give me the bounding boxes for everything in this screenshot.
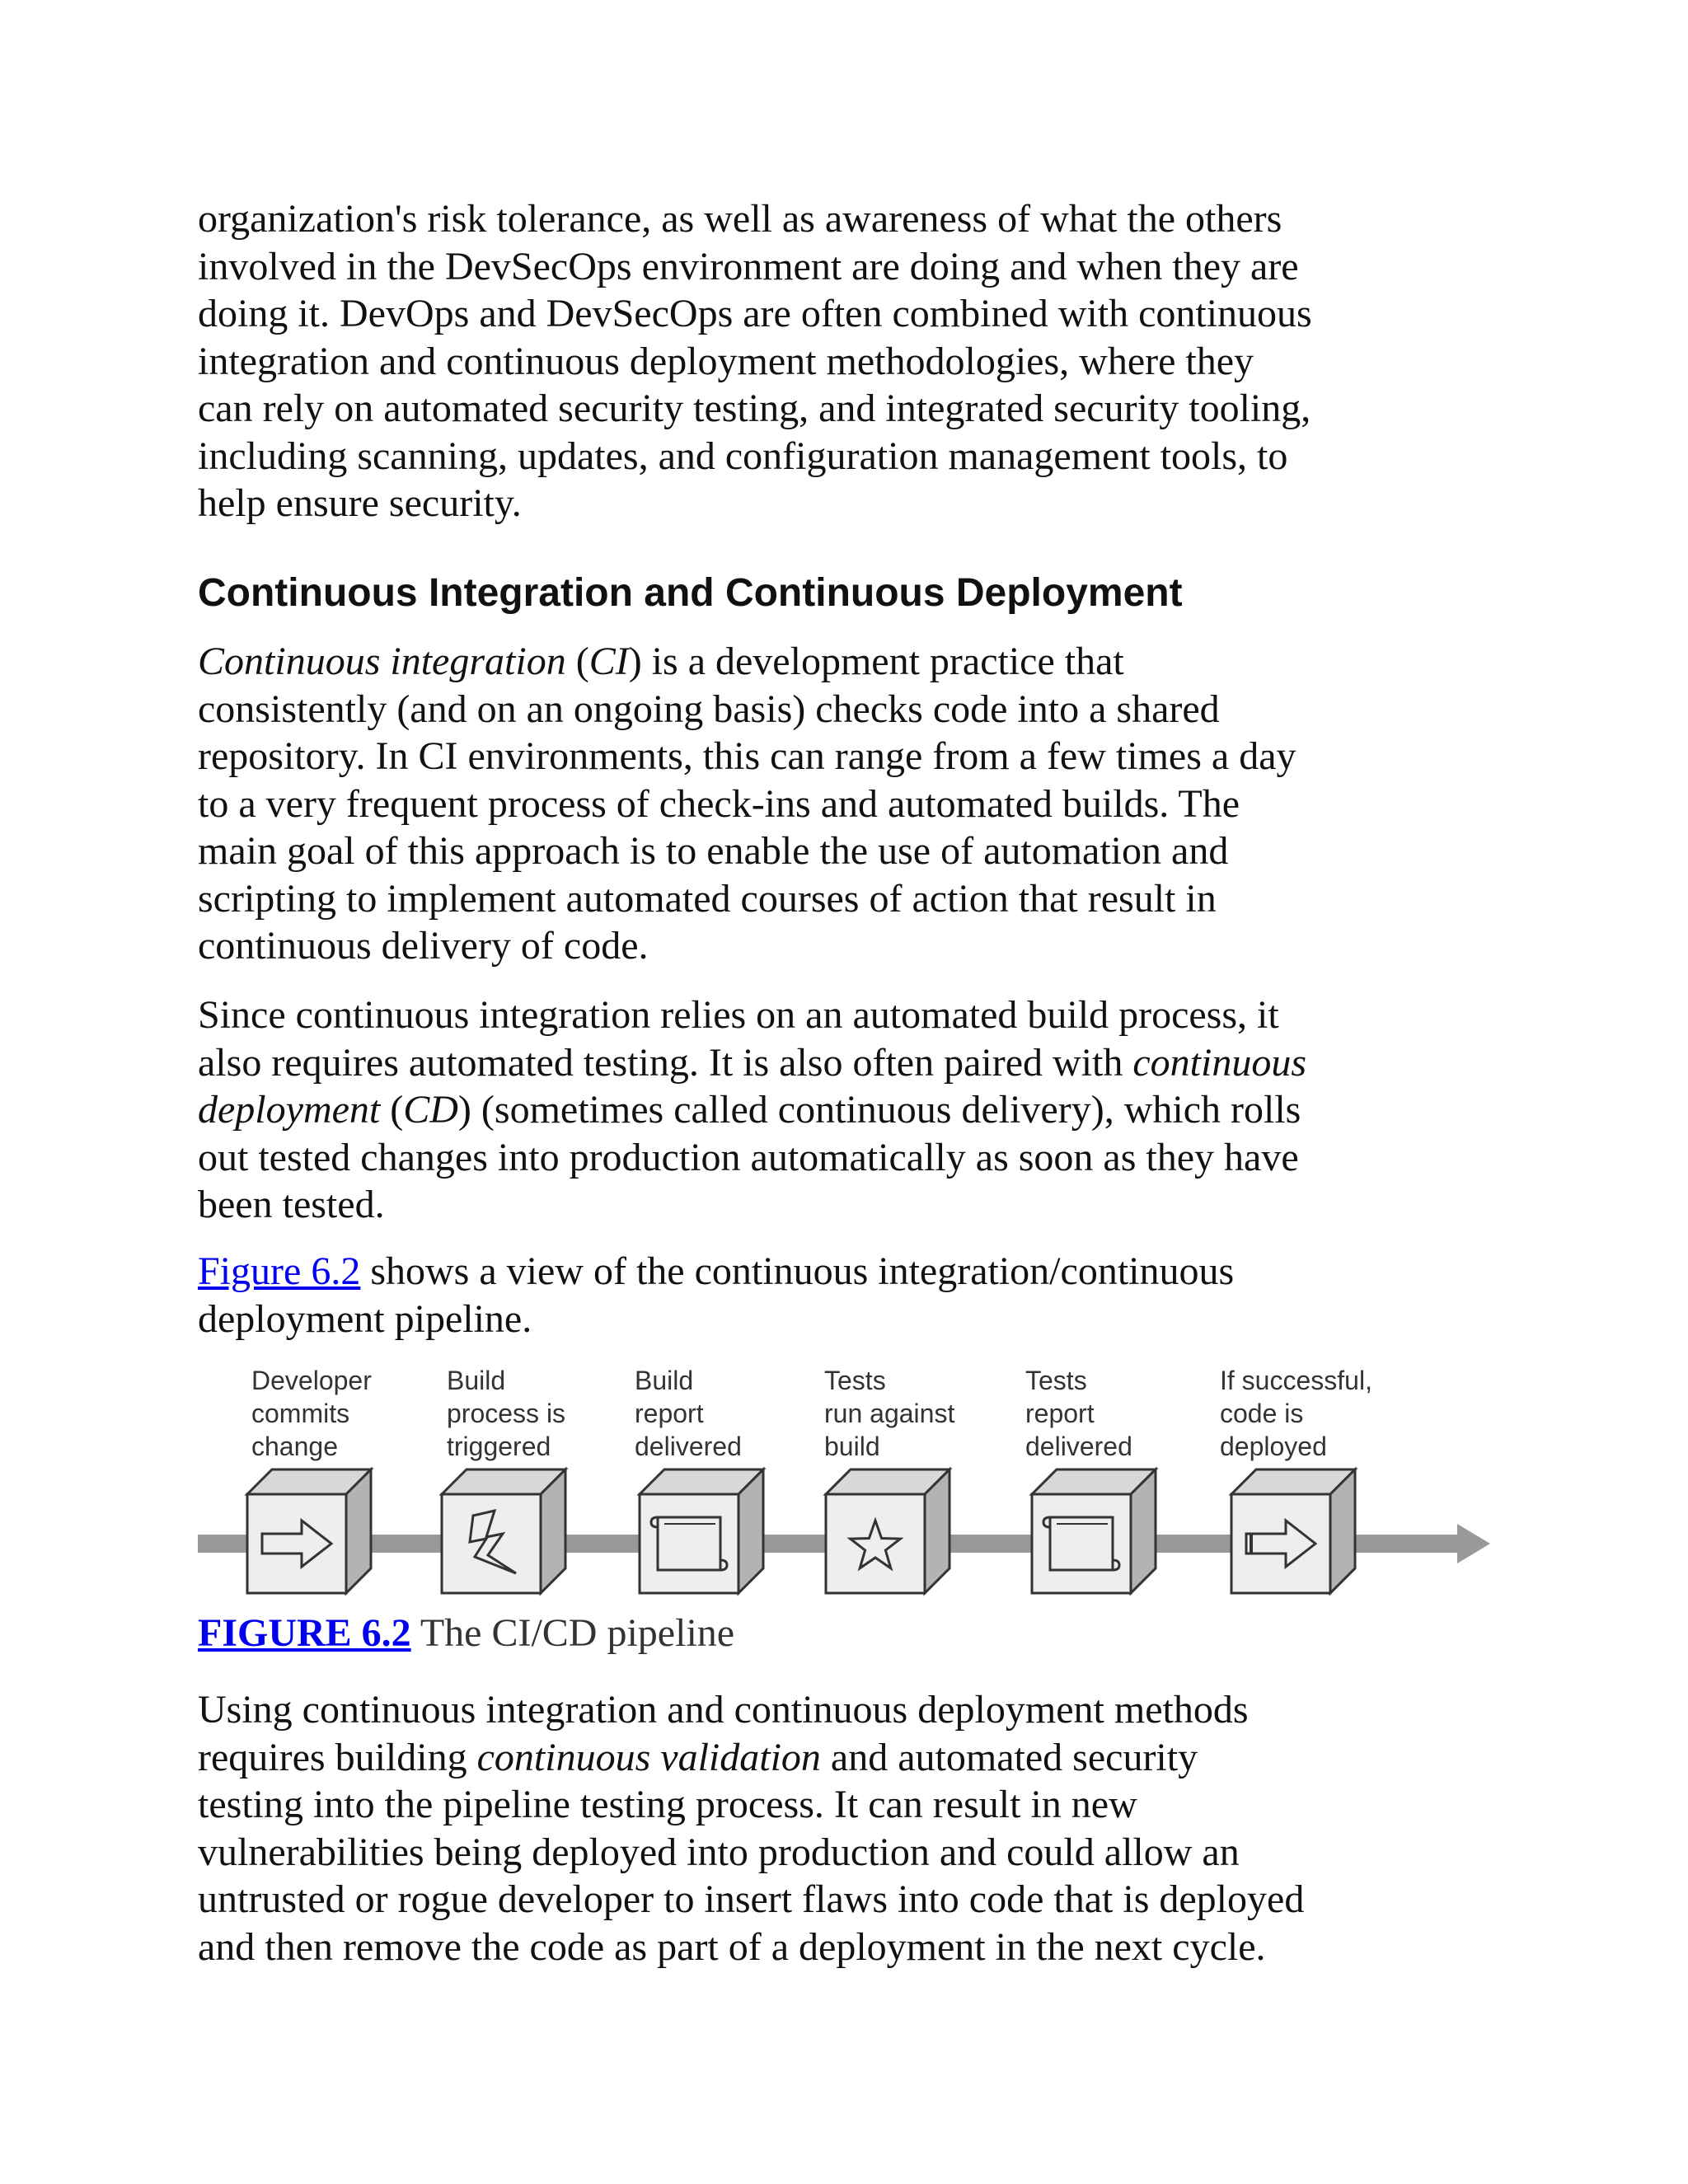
figure-ref-paragraph <box>198 1248 1490 1343</box>
step-label-line: Build <box>447 1366 506 1395</box>
step-label-line: triggered <box>447 1432 551 1461</box>
caption-text: The CI/CD pipeline <box>410 1611 735 1655</box>
figure-caption <box>198 1610 734 1657</box>
step-label-line: change <box>251 1432 338 1461</box>
ci-text: ( <box>565 640 589 683</box>
closing-line: and then remove the code as part of a deployment in the next cycle. <box>198 1924 1266 1969</box>
cd-line: out tested changes into production automatically as soon as they have <box>198 1135 1299 1179</box>
cd-term: continuous <box>1132 1040 1307 1085</box>
intro-paragraph <box>198 195 1490 527</box>
pipeline-diagram <box>198 1364 1490 1603</box>
step-label-line: report <box>1025 1399 1095 1428</box>
ci-line: scripting to implement automated courses of action that result in <box>198 876 1217 921</box>
ci-abbr: CI <box>588 640 629 683</box>
cube-front <box>826 1494 925 1593</box>
closing-line <box>198 1734 1490 1782</box>
cd-text: ( <box>380 1088 404 1132</box>
step-label-line: delivered <box>1025 1432 1132 1461</box>
closing-text: and automated security <box>820 1735 1198 1779</box>
figure-6-2-link[interactable]: Figure 6.2 <box>198 1249 361 1293</box>
intro-line: doing it. DevOps and DevSecOps are often combined with continuous <box>198 292 1312 335</box>
pipeline-step-cube <box>1032 1469 1156 1593</box>
ci-line: continuous delivery of code. <box>198 924 649 968</box>
ci-line: consistently (and on an ongoing basis) checks code into a shared <box>198 687 1220 731</box>
intro-line: involved in the DevSecOps environment are doing and when they are <box>198 244 1299 288</box>
pipeline-step-cube <box>1231 1469 1355 1593</box>
step-label-line: code is <box>1220 1399 1304 1428</box>
step-label-line: If successful, <box>1220 1366 1372 1395</box>
step-label-line: Tests <box>1025 1366 1087 1395</box>
cd-line <box>198 1086 1490 1134</box>
cube-front <box>442 1494 541 1593</box>
step-label-line: Developer <box>251 1366 372 1395</box>
step-label-line: Build <box>635 1366 694 1395</box>
figure-6-2-caption-link[interactable]: FIGURE 6.2 <box>198 1611 411 1655</box>
cd-abbr: CD <box>403 1088 458 1132</box>
ci-text: ) is a development practice that <box>628 640 1124 683</box>
closing-line: untrusted or rogue developer to insert flaws into code that is deployed <box>198 1877 1305 1921</box>
closing-line: testing into the pipeline testing process. It can result in new <box>198 1783 1137 1826</box>
ci-line: main goal of this approach is to enable the use of automation and <box>198 829 1229 873</box>
intro-line: organization's risk tolerance, as well as awareness of what the others <box>198 197 1282 241</box>
ci-line: repository. In CI environments, this can range from a few times a day <box>198 734 1296 778</box>
intro-line: including scanning, updates, and configuration management tools, to <box>198 434 1288 478</box>
pipeline-step-cube <box>826 1469 950 1593</box>
intro-line: help ensure security. <box>198 481 522 525</box>
pipeline-step-cube <box>247 1469 371 1593</box>
step-label-line: process is <box>447 1399 566 1428</box>
cd-paragraph <box>198 991 1490 1229</box>
ci-term: Continuous integration <box>198 640 566 683</box>
step-label-line: report <box>635 1399 704 1428</box>
step-label-line: delivered <box>635 1432 742 1461</box>
ci-line <box>198 638 1490 686</box>
intro-line: can rely on automated security testing, and integrated security tooling, <box>198 387 1311 430</box>
cube-front <box>1032 1494 1131 1593</box>
step-label-line: Tests <box>824 1366 886 1395</box>
figure-ref-text: shows a view of the continuous integration/continuous <box>360 1249 1235 1293</box>
cube-front <box>640 1494 738 1593</box>
figure-ref-line: deployment pipeline. <box>198 1296 532 1341</box>
ci-paragraph <box>198 638 1490 970</box>
step-label-line: commits <box>251 1399 350 1428</box>
ci-line: to a very frequent process of check-ins and automated builds. The <box>198 781 1240 826</box>
closing-paragraph <box>198 1686 1490 1971</box>
pipeline-arrowhead-icon <box>1457 1524 1490 1563</box>
section-heading: Continuous Integration and Continuous Deployment <box>198 571 1183 615</box>
cd-line: been tested. <box>198 1183 385 1226</box>
ci-cd-pipeline-figure <box>198 1364 1490 1603</box>
cd-line <box>198 1039 1490 1087</box>
step-label-line: deployed <box>1220 1432 1327 1461</box>
intro-line: integration and continuous deployment methodologies, where they <box>198 339 1254 383</box>
closing-text: requires building <box>198 1735 477 1779</box>
step-label-line: run against <box>824 1399 955 1428</box>
cd-text: also requires automated testing. It is also often paired with <box>198 1040 1133 1085</box>
cd-term: deployment <box>198 1088 381 1132</box>
pipeline-step-cube <box>640 1469 763 1593</box>
cd-text: ) (sometimes called continuous delivery), which rolls <box>457 1088 1301 1132</box>
closing-line: vulnerabilities being deployed into production and could allow an <box>198 1830 1240 1874</box>
pipeline-step-cube <box>442 1469 565 1593</box>
figure-ref-line <box>198 1248 1490 1296</box>
cd-line: Since continuous integration relies on an automated build process, it <box>198 993 1279 1037</box>
step-label-line: build <box>824 1432 880 1461</box>
closing-term: continuous validation <box>476 1735 821 1779</box>
closing-line: Using continuous integration and continuous deployment methods <box>198 1688 1249 1732</box>
